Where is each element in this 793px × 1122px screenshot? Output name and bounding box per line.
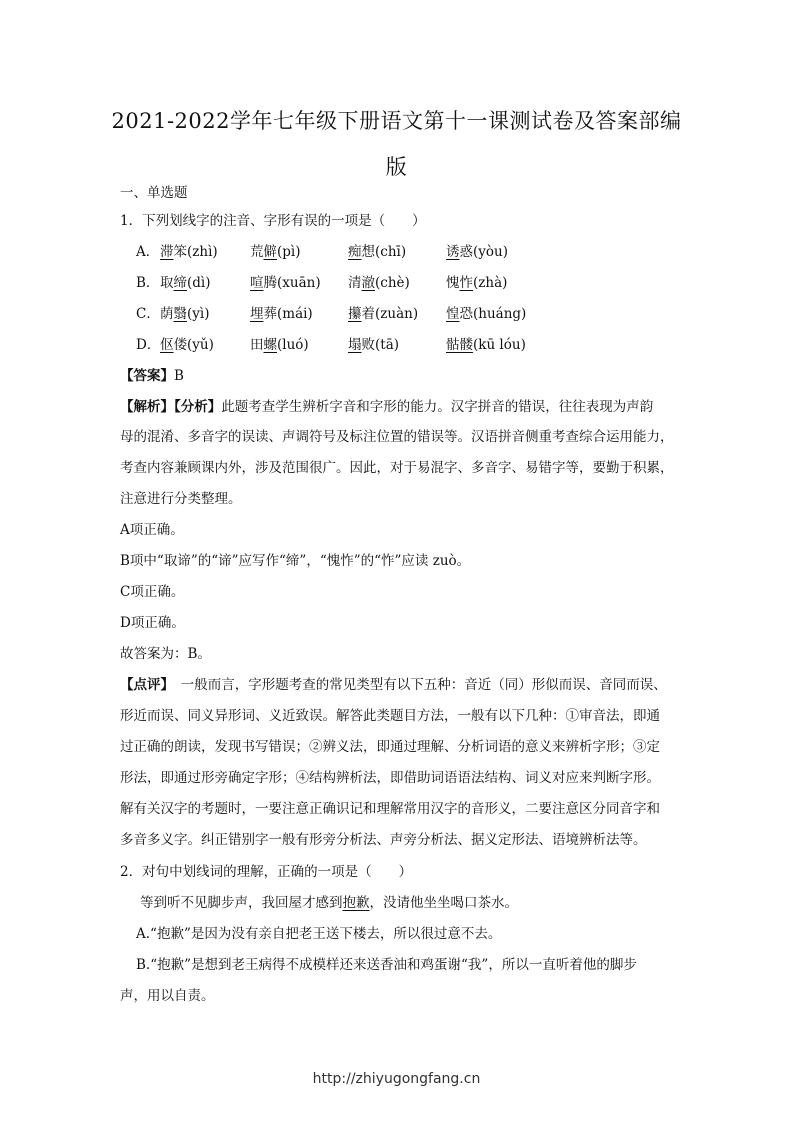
underlined-char: 塌 [348, 337, 362, 353]
option-letter: B． [136, 275, 160, 291]
word-rest: 败(tā) [361, 337, 400, 353]
word-rest: 葬(mái) [263, 306, 313, 322]
word-rest: 腾(xuān) [263, 275, 321, 291]
analysis-line-2: 母的混淆、多音字的误读、声调符号及标注位置的错误等。汉语拼音侧重考查综合运用能力， [120, 429, 674, 445]
comment-label: 【点评】 [120, 677, 168, 693]
underlined-char: 怍 [459, 275, 473, 291]
word-rest: (zhà) [473, 275, 508, 291]
underlined-char: 痴 [348, 244, 362, 260]
option-word [348, 271, 410, 291]
word-plain: 愧 [446, 275, 460, 291]
word-rest: (chè) [375, 275, 410, 291]
question-2-option-b-line-2: 声，用以自责。 [120, 988, 215, 1004]
question-2-stem: 2．对句中划线词的理解，正确的一项是（ ） [120, 864, 413, 880]
option-word [446, 302, 526, 322]
page-title: 2021-2022学年七年级下册语文第十一课测试卷及答案部编版 [111, 109, 682, 179]
word-rest: (pì) [277, 244, 301, 260]
option-word [446, 333, 526, 353]
section-heading: 一、单选题 [120, 185, 188, 201]
option-word [250, 271, 321, 291]
word-rest: (yì) [187, 306, 210, 322]
analysis-line-4: 注意进行分类整理。 [120, 491, 242, 507]
question-2-sentence: 等到听不见脚步声，我回屋才感到抱歉，没请他坐坐喝口茶水。 [140, 895, 518, 911]
underlined-char: 伛 [160, 337, 174, 353]
question-2-option-b-line-1: B.“抱歉”是想到老王病得不成模样还来送香油和鸡蛋谢“我”，所以一直听着他的脚步 [136, 957, 637, 973]
final-answer: 故答案为：B。 [120, 646, 211, 662]
explain-b: B项中“取谛”的“谛”应写作“缔”，“愧怍”的“怍”应读 zuò。 [120, 553, 471, 569]
option-letter: A． [136, 244, 160, 260]
word-rest: 想(chī) [361, 244, 407, 260]
explain-a: A项正确。 [120, 522, 184, 538]
option-letter: D． [136, 337, 161, 353]
option-word [160, 240, 218, 260]
underlined-char: 螺 [263, 337, 277, 353]
answer-value: B [174, 368, 184, 384]
explain-d: D项正确。 [120, 615, 185, 631]
option-word [250, 333, 309, 353]
underlined-char: 缔 [173, 275, 187, 291]
underlined-char: 惶 [446, 306, 460, 322]
analysis-line-1: 【解析】【分析】此题考查学生辨析字音和字形的能力。汉字拼音的错误，往往表现为声韵 [120, 399, 654, 415]
underlined-char: 埋 [250, 306, 264, 322]
word-plain: 田 [250, 337, 264, 353]
analysis-line-3: 考查内容兼顾课内外，涉及范围很广。因此，对于易混字、多音字、易错字等，要勤于积累， [120, 460, 674, 476]
word-rest: (dì) [187, 275, 211, 291]
question-2-option-a: A.“抱歉”是因为没有亲自把老王送下楼去，所以很过意不去。 [136, 926, 502, 942]
comment-line-4: 形法，即通过形旁确定字形；④结构辨析法，即借助词语语法结构、词义对应来判断字形。 [120, 770, 660, 786]
comment-line-3: 过正确的朗读，发现书写错误；②辨义法，即通过理解、分析词语的意义来辨析字形；③定 [120, 739, 660, 755]
option-letter: C． [136, 306, 160, 322]
underlined-char: 诱 [446, 244, 460, 260]
word-rest: 笨(zhì) [173, 244, 218, 260]
question-1-stem: 1．下列划线字的注音、字形有误的一项是（ ） [120, 213, 426, 229]
word-rest: 偻(yǔ) [173, 337, 214, 353]
underlined-word: 抱歉 [342, 895, 370, 911]
option-word [348, 240, 406, 260]
footer-url[interactable]: http://zhiyugongfang.cn [312, 1071, 481, 1087]
answer-line [120, 364, 184, 384]
word-plain: 取 [160, 275, 174, 291]
comment-line-5: 解有关汉字的考题时，一要注意正确识记和理解常用汉字的音形义，二要注意区分同音字和 [120, 801, 660, 817]
option-word [446, 240, 508, 260]
explain-c: C项正确。 [120, 584, 185, 600]
word-plain: 荒 [250, 244, 264, 260]
word-rest: 惑(yòu) [459, 244, 508, 260]
underlined-char: 骷髅 [446, 337, 473, 353]
word-plain: 清 [348, 275, 362, 291]
comment-line-6: 多音多义字。纠正错别字一般有形旁分析法、声旁分析法、据义定形法、语境辨析法等。 [120, 832, 647, 848]
underlined-char: 喧 [250, 275, 264, 291]
underlined-char: 翳 [173, 306, 187, 322]
answer-label: 【答案】 [120, 368, 174, 384]
word-rest: 着(zuàn) [361, 306, 419, 322]
comment-line-2: 形近而误、同义异形词、义近致误。解答此类题目方法，一般有以下几种：①审音法，即通 [120, 708, 660, 724]
underlined-char: 攥 [348, 306, 362, 322]
word-rest: 恐(huáng) [459, 306, 527, 322]
word-rest: (luó) [277, 337, 309, 353]
underlined-char: 僻 [263, 244, 277, 260]
comment-line-1: 【点评】 一般而言，字形题考查的常见类型有以下五种：音近（同）形似而误、音同而误、 [120, 677, 667, 693]
option-word [250, 302, 313, 322]
underlined-char: 滞 [160, 244, 174, 260]
option-word [446, 271, 507, 291]
option-word [348, 302, 418, 322]
word-rest: (kū lóu) [473, 337, 526, 353]
option-word [348, 333, 399, 353]
option-word [160, 271, 211, 291]
option-word [160, 302, 209, 322]
word-plain: 荫 [160, 306, 174, 322]
underlined-char: 澈 [361, 275, 375, 291]
option-word [160, 333, 214, 353]
option-word [250, 240, 301, 260]
analysis-label: 【解析】【分析】 [120, 399, 222, 415]
